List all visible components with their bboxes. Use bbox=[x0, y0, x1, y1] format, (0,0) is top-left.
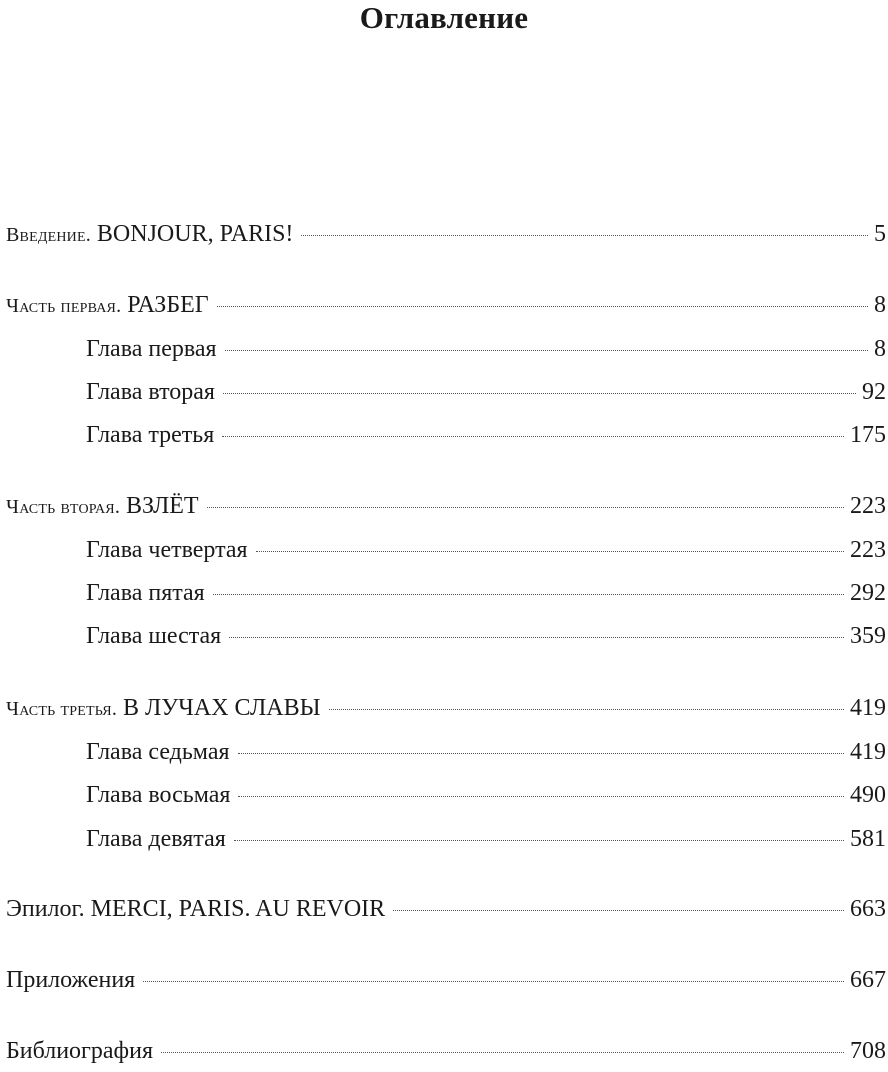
dot-leader bbox=[256, 551, 844, 552]
entry-title: В ЛУЧАХ СЛАВЫ bbox=[123, 695, 321, 721]
page-number: 292 bbox=[850, 580, 886, 606]
entry-label bbox=[6, 291, 209, 320]
toc-entry-chapter-5[interactable] bbox=[86, 579, 886, 607]
page-number: 490 bbox=[850, 782, 886, 808]
page-title: Оглавление bbox=[359, 0, 529, 35]
page-number: 419 bbox=[850, 739, 886, 765]
dot-leader bbox=[329, 709, 844, 710]
entry-prefix: Введение. bbox=[6, 224, 91, 246]
dot-leader bbox=[143, 981, 844, 982]
entry-label bbox=[6, 694, 321, 723]
page-number: 223 bbox=[850, 493, 886, 519]
page-number: 8 bbox=[874, 292, 886, 318]
toc-entry-part-one[interactable] bbox=[6, 291, 886, 319]
entry-prefix: Часть первая. bbox=[6, 295, 122, 317]
dot-leader bbox=[301, 235, 868, 236]
dot-leader bbox=[223, 393, 856, 394]
dot-leader bbox=[222, 436, 844, 437]
toc-entry-chapter-3[interactable] bbox=[86, 421, 886, 449]
entry-title: РАЗБЕГ bbox=[127, 292, 209, 318]
page-number: 581 bbox=[850, 826, 886, 852]
page-number: 5 bbox=[874, 221, 886, 247]
entry-prefix: Часть третья. bbox=[6, 698, 118, 720]
dot-leader bbox=[217, 306, 868, 307]
entry-title: Глава шестая bbox=[86, 623, 222, 649]
page-number: 708 bbox=[850, 1038, 886, 1064]
toc-entry-part-two[interactable] bbox=[6, 492, 886, 520]
entry-title: Глава третья bbox=[86, 422, 215, 448]
page-number: 92 bbox=[862, 379, 886, 405]
page-number: 175 bbox=[850, 422, 886, 448]
entry-title: Глава четвертая bbox=[86, 537, 248, 563]
toc-entry-chapter-6[interactable] bbox=[86, 622, 886, 650]
entry-title: BONJOUR, PARIS! bbox=[96, 221, 294, 247]
entry-title: Глава пятая bbox=[86, 580, 205, 606]
toc-entry-introduction[interactable] bbox=[6, 220, 886, 248]
entry-label bbox=[6, 220, 293, 249]
dot-leader bbox=[238, 753, 844, 754]
dot-leader bbox=[225, 350, 868, 351]
dot-leader bbox=[238, 796, 844, 797]
dot-leader bbox=[213, 594, 844, 595]
page-number: 419 bbox=[850, 695, 886, 721]
dot-leader bbox=[229, 637, 844, 638]
toc-entry-chapter-1[interactable] bbox=[86, 335, 886, 363]
entry-title: Глава вторая bbox=[86, 379, 215, 405]
entry-title: Глава первая bbox=[86, 336, 217, 362]
entry-title: Библиография bbox=[6, 1038, 153, 1064]
dot-leader bbox=[161, 1052, 844, 1053]
entry-label bbox=[6, 492, 199, 521]
dot-leader bbox=[234, 840, 844, 841]
dot-leader bbox=[393, 910, 844, 911]
entry-title: ВЗЛЁТ bbox=[126, 493, 199, 519]
toc-entry-epilogue[interactable] bbox=[6, 895, 886, 923]
toc-entry-chapter-4[interactable] bbox=[86, 536, 886, 564]
entry-title: Глава восьмая bbox=[86, 782, 231, 808]
page-number: 359 bbox=[850, 623, 886, 649]
toc-entry-chapter-7[interactable] bbox=[86, 738, 886, 766]
entry-prefix: Часть вторая. bbox=[6, 496, 121, 518]
toc-entry-appendices[interactable] bbox=[6, 966, 886, 994]
page-number: 223 bbox=[850, 537, 886, 563]
entry-title: Глава девятая bbox=[86, 826, 226, 852]
toc-entry-bibliography[interactable] bbox=[6, 1037, 886, 1065]
page-number: 663 bbox=[850, 896, 886, 922]
page-number: 667 bbox=[850, 967, 886, 993]
entry-title: Приложения bbox=[6, 967, 136, 993]
page-number: 8 bbox=[874, 336, 886, 362]
toc-entry-part-three[interactable] bbox=[6, 694, 886, 722]
toc-entry-chapter-9[interactable] bbox=[86, 825, 886, 853]
dot-leader bbox=[207, 507, 844, 508]
toc-entry-chapter-2[interactable] bbox=[86, 378, 886, 406]
toc-entry-chapter-8[interactable] bbox=[86, 781, 886, 809]
entry-title: Эпилог. MERCI, PARIS. AU REVOIR bbox=[6, 896, 386, 922]
entry-title: Глава седьмая bbox=[86, 739, 230, 765]
